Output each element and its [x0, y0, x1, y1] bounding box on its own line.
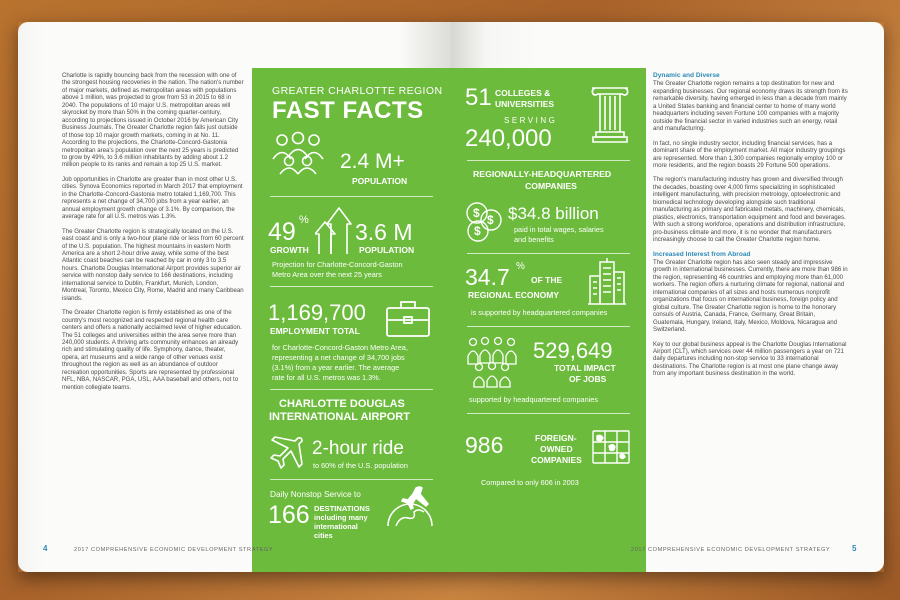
section-heading: Dynamic and Diverse [653, 72, 720, 79]
airport-title: CHARLOTTE DOUGLAS [279, 398, 405, 410]
right-paragraph: Key to our global business appeal is the Charlotte Douglas International Airport (CLT), which services over 44 million passengers a year on 721 daily departures including non-stop service to 33 international destinations. The Charlotte region is at most one plane change away from any important business destination in the world. [653, 340, 847, 378]
page-number-right: 5 [852, 544, 857, 553]
destinations-label: including many [314, 513, 368, 522]
economy-suffix: % [516, 261, 525, 272]
footer-right: 2017 COMPREHENSIVE ECONOMIC DEVELOPMENT STRATEGY [631, 547, 831, 553]
section-heading: Increased Interest from Abroad [653, 250, 751, 258]
right-paragraph: In fact, no single industry sector, including financial services, has a dominant share of the employment market. All major industry groupings are represented. More than 1,300 companies regionally employ 100 or more residents, and the region boasts 29 Fortune 500 operations. [653, 139, 846, 169]
fast-facts-subtitle: GREATER CHARLOTTE REGION [272, 85, 443, 97]
briefcase-icon [385, 298, 431, 338]
employment-label: EMPLOYMENT TOTAL [270, 326, 360, 336]
destinations-label: DESTINATIONS [314, 504, 370, 513]
jobs-label: OF JOBS [569, 374, 607, 384]
hq-title: COMPANIES [525, 181, 577, 191]
population-label: POPULATION [352, 176, 408, 186]
growth-label: GROWTH [270, 245, 309, 255]
growth-suffix: % [299, 214, 309, 226]
wages-note: and benefits [514, 235, 554, 244]
wages-value: $34.8 billion [508, 204, 599, 223]
left-page [18, 22, 451, 572]
airplane-icon [268, 434, 306, 472]
svg-text:$: $ [474, 224, 481, 238]
crowd-people-icon [463, 336, 521, 388]
employment-note: (3.1%) from a year earlier. The average [272, 363, 400, 372]
nonstop-label: Daily Nonstop Service to [270, 489, 361, 499]
right-paragraph: The Greater Charlotte region has also seen steady and impressive growth in international businesses. Currently, there are more than 986 in the region, representing 46 countries and employing more than 61,000 workers. The region offers a nurturing climate for regional, national and international companies of all sizes and hosts numerous nonprofit organizations that focus on international business, foreign policy and global culture. The Greater Charlotte region is home to the honorary consuls of Austria, Canada, France, Germany, Great Britain, Guatemala, Hungary, Ireland, Italy, Mexico, Moldova, Nicaragua and Switzerland. [653, 258, 848, 334]
ride-note: to 60% of the U.S. population [313, 461, 408, 470]
left-paragraph: Job opportunities in Charlotte are greater than in most other U.S. cities. Synova Economics reported in March 2017 that employment in the Charlotte-Concord-Gastonia metro totaled 1,169,700. This represents a net change of 34,700 jobs from a year earlier, an annual employment growth change of 3.1%. By comparison, the average rate for all U.S. metros was 1.3%. [62, 175, 243, 221]
employment-note: for Charlotte-Concord-Gaston Metro Area, [272, 343, 408, 352]
projection-note: Projection for Charlotte-Concord-Gaston [272, 260, 403, 269]
hq-facts-panel [451, 68, 646, 572]
wages-note: paid in total wages, salaries [514, 225, 604, 234]
right-paragraph: The Greater Charlotte region remains a top destination for new and expanding businesses. Our regional economy draws its strength from its remarkable diversity, having emerged in less than a decade from mainly a United States banking and financial center to home of many world headquarters including seven Fortune 100 companies with a majority outside the financial sector in varied industries such an energy, retail and manufacturing. [653, 80, 848, 133]
airport-title: INTERNATIONAL AIRPORT [269, 411, 410, 423]
students-value: 240,000 [465, 125, 552, 152]
ride-value: 2-hour ride [312, 438, 404, 459]
colleges-label: UNIVERSITIES [495, 99, 555, 109]
fast-facts-panel [252, 68, 451, 572]
section-divider [270, 479, 433, 480]
section-divider [467, 160, 630, 161]
office-buildings-icon [587, 256, 627, 306]
right-paragraph: The region's manufacturing industry has grown and diversified through the decades, boasting over 4,000 firms specializing in sophisticated intelligent manufacturing, with precision metrology, optoelectronic and biomedical technology developing alongside such traditional manufacturing as primary and fabricated metals, machinery, chemicals, plastics, electronics, transportation equipment and food and beverages. With such a strong workforce, operations and distribution infrastructure, pro-business climate and more, it is no wonder that manufacturers increasingly choose to call the Greater Charlotte region home. [653, 176, 846, 244]
projection-note: Metro Area over the next 25 years [272, 270, 382, 279]
svg-text:$: $ [487, 213, 494, 227]
foreign-label: OWNED [540, 444, 573, 454]
population-value: 2.4 M+ [340, 150, 405, 173]
economy-label: OF THE [531, 275, 563, 285]
economy-label: REGIONAL ECONOMY [468, 290, 559, 300]
economy-note: is supported by headquartered companies [471, 308, 608, 317]
foreign-note: Compared to only 606 in 2003 [481, 478, 579, 487]
left-paragraph: Charlotte is rapidly bouncing back from the recession with one of the strongest housing recoveries in the nation. The nation's number of major markets, defined as metropolitan areas with populations above 1 million, was projected to grow from 53 in 2015 to 68 in 2040. The populations of 10 major U.S. metropolitan areas will skyrocket by more than 50% in the coming quarter-century, according to projections issued in October 2016 by American City Business Journals. The Greater Charlotte region falls just outside of those top 10 major growth markets, coming in at No. 11. According to the projections, the Charlotte-Concord-Gastonia metropolitan area's population over the next 25 years is predicted to grow by 49%, to 3.6 million inhabitants by adding about 1.2 million people to its ranks and remain a top 25 U.S. market. [62, 72, 244, 169]
growth-value: 49 [268, 218, 296, 246]
fast-facts-title: FAST FACTS [272, 97, 424, 124]
jobs-note: supported by headquartered companies [469, 395, 598, 404]
right-page [451, 22, 884, 572]
employment-note: rate for all U.S. metros was 1.3%. [272, 373, 381, 382]
foreign-value: 986 [465, 432, 504, 458]
footer-left: 2017 COMPREHENSIVE ECONOMIC DEVELOPMENT STRATEGY [74, 547, 274, 553]
section-divider [270, 389, 433, 390]
colleges-value: 51 [465, 84, 492, 111]
open-report-book [18, 22, 884, 572]
serving-label: SERVING [504, 116, 558, 125]
page-number-left: 4 [43, 544, 48, 553]
left-paragraph: The Greater Charlotte region is firmly established as one of the country's most recognized and respected regional health care centers and offers a nationally acclaimed level of higher education. The 51 colleges and universities within the area serve more than 240,000 students. A thriving arts community enhances an already rich and stimulating quality of life. Symphony, dance, theater, opera, art museums and a wide range of other venues exist throughout the region as well as an abundance of outdoor recreation opportunities. Sports are represented by professional NFL, NBA, NASCAR, PGA, USL, AAA baseball and others, not to mention collegiate teams. [62, 309, 242, 391]
jobs-label: TOTAL IMPACT [554, 363, 616, 373]
projected-population-label: POPULATION [359, 245, 415, 255]
section-divider [467, 326, 630, 327]
globe-airplane-icon [382, 482, 440, 528]
hq-title: REGIONALLY-HEADQUARTERED [473, 169, 612, 179]
projected-population-value: 3.6 M [355, 219, 413, 245]
section-divider [467, 413, 630, 414]
destinations-label: international [314, 522, 358, 531]
destinations-value: 166 [268, 501, 310, 529]
right-body-text [653, 72, 848, 385]
destinations-label: cities [314, 531, 333, 540]
employment-value: 1,169,700 [268, 300, 366, 325]
jobs-value: 529,649 [533, 338, 613, 363]
economy-value: 34.7 [465, 264, 510, 290]
foreign-label: COMPANIES [531, 455, 582, 465]
colleges-label: COLLEGES & [495, 88, 551, 98]
people-group-icon [268, 131, 328, 175]
employment-note: representing a net change of 34,700 jobs [272, 353, 405, 362]
foreign-label: FOREIGN- [535, 433, 577, 443]
left-paragraph: The Greater Charlotte region is strategically located on the U.S. east coast and is only a two-hour plane ride or less from 60 percent of the U.S. population. The highest mountains in eastern North America are a short 2-hour drive away, while some of the best Atlantic coast beaches can be reached by car in only 3 to 3.5 hours. Charlotte Douglas International Airport provides superior air service with nonstop daily service to 166 destinations, including international service to Dublin, Frankfurt, Munich, London, Montreal, Toronto, Mexico City, Rome, Madrid and many Caribbean islands. [62, 227, 244, 302]
left-body-text [62, 72, 244, 398]
world-map-icon [591, 428, 631, 468]
growth-arrows-icon [315, 204, 355, 256]
section-divider [467, 253, 630, 254]
section-divider [270, 196, 433, 197]
section-divider [270, 286, 433, 287]
coins-dollar-icon [464, 200, 506, 244]
svg-text:$: $ [473, 206, 480, 220]
column-pillar-icon [589, 84, 631, 144]
